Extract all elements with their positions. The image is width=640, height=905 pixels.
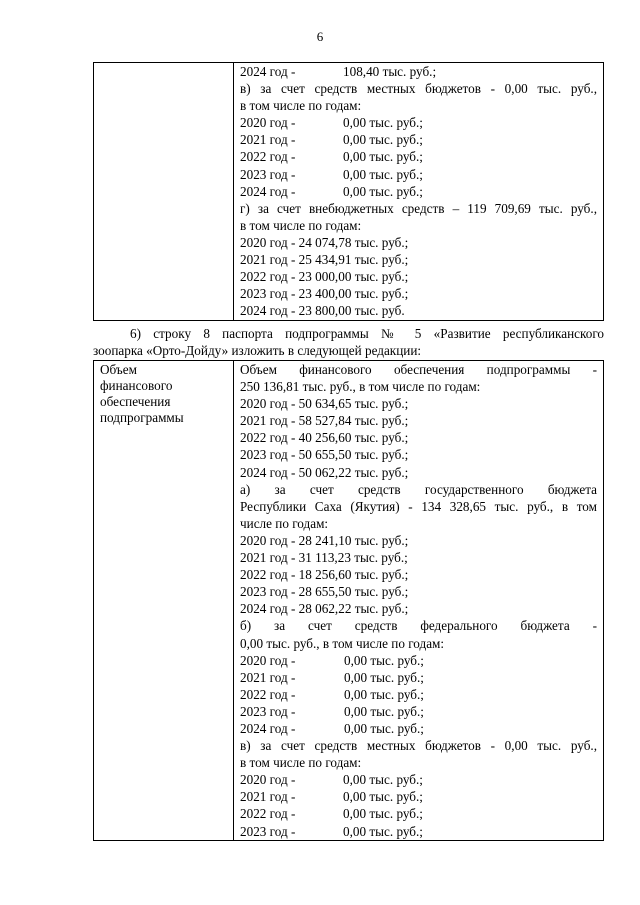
financing-line: 2023 год - 28 655,50 тыс. руб.;: [240, 584, 409, 600]
financing-line: Республики Саха (Якутия) - 134 328,65 тыс. руб., в том: [240, 498, 597, 514]
year-label: 2022 год -: [240, 149, 296, 165]
year-label: 2024 год -: [240, 183, 296, 199]
financing-line: 250 136,81 тыс. руб., в том числе по годам:: [240, 379, 481, 395]
financing-line: 2023 год - 23 400,00 тыс. руб.;: [240, 286, 409, 302]
amendment-paragraph: [93, 325, 604, 359]
financing-line: в) за счет средств местных бюджетов - 0,00 тыс. руб.,: [240, 81, 597, 97]
year-label: 2024 год -: [240, 720, 296, 736]
financing-line: Объем финансового обеспечения подпрограммы -: [240, 362, 597, 377]
financing-line: 2021 год - 58 527,84 тыс. руб.;: [240, 413, 409, 429]
paragraph-line: зоопарка «Орто-Дойду» изложить в следующей редакции:: [93, 343, 422, 359]
financing-lines: [240, 63, 597, 319]
year-label: 2023 год -: [240, 166, 296, 182]
financing-line: 2024 год - 28 062,22 тыс. руб.;: [240, 601, 409, 617]
financing-line: б) за счет средств федерального бюджета -: [240, 618, 597, 634]
financing-line: [240, 63, 597, 80]
year-amount: 0,00 тыс. руб.;: [343, 132, 423, 148]
financing-lines: [240, 361, 597, 840]
year-amount: 108,40 тыс. руб.;: [343, 64, 437, 79]
year-label: 2022 год -: [240, 806, 296, 822]
financing-line: [240, 652, 597, 669]
financing-line: в том числе по годам:: [240, 98, 362, 114]
financing-line: [240, 669, 597, 686]
year-label: 2021 год -: [240, 789, 296, 805]
financing-line: 0,00 тыс. руб., в том числе по годам:: [240, 635, 445, 651]
empty-left-cell: [94, 63, 234, 321]
financing-details-cell: [234, 63, 604, 321]
financing-line: 2021 год - 31 113,23 тыс. руб.;: [240, 550, 408, 566]
financing-line: [240, 131, 597, 148]
year-label: 2020 год -: [240, 652, 296, 668]
financing-line: [240, 114, 597, 131]
year-label: 2023 год -: [240, 703, 296, 719]
subprogram-financing-table: [93, 360, 604, 841]
year-amount: 0,00 тыс. руб.;: [344, 686, 424, 702]
financing-details-cell: [234, 361, 604, 841]
financing-line: [240, 720, 597, 737]
year-label: 2024 год -: [240, 64, 296, 79]
financing-line: [240, 771, 597, 788]
label-line: подпрограммы: [100, 410, 184, 426]
financing-line: 2023 год - 50 655,50 тыс. руб.;: [240, 447, 409, 463]
year-amount: 0,00 тыс. руб.;: [343, 789, 423, 805]
financing-line: 2020 год - 28 241,10 тыс. руб.;: [240, 532, 409, 548]
financing-table-continued: [93, 62, 604, 321]
label-line: обеспечения: [100, 394, 171, 410]
year-label: 2021 год -: [240, 669, 296, 685]
year-label: 2022 год -: [240, 686, 296, 702]
financing-line: [240, 823, 597, 840]
financing-line: в) за счет средств местных бюджетов - 0,00 тыс. руб.,: [240, 738, 597, 754]
year-amount: 0,00 тыс. руб.;: [343, 149, 423, 165]
year-amount: 0,00 тыс. руб.;: [344, 703, 424, 719]
financing-line: 2021 год - 25 434,91 тыс. руб.;: [240, 252, 409, 268]
financing-line: в том числе по годам:: [240, 755, 362, 771]
financing-line: г) за счет внебюджетных средств – 119 709,69 тыс. руб.,: [240, 200, 597, 216]
year-amount: 0,00 тыс. руб.;: [343, 772, 423, 788]
financing-line: [240, 148, 597, 165]
financing-line: 2022 год - 40 256,60 тыс. руб.;: [240, 430, 409, 446]
year-amount: 0,00 тыс. руб.;: [344, 669, 424, 685]
financing-line: [240, 183, 597, 200]
year-label: 2020 год -: [240, 115, 296, 131]
page-number: 6: [316, 29, 324, 44]
year-amount: 0,00 тыс. руб.;: [343, 823, 423, 839]
financing-line: [240, 788, 597, 805]
table-row: [94, 63, 604, 321]
year-amount: 0,00 тыс. руб.;: [343, 806, 423, 822]
year-amount: 0,00 тыс. руб.;: [343, 166, 423, 182]
financing-line: в том числе по годам:: [240, 217, 362, 233]
year-label: 2021 год -: [240, 132, 296, 148]
financing-line: 2024 год - 23 800,00 тыс. руб.: [240, 303, 405, 319]
year-amount: 0,00 тыс. руб.;: [344, 652, 424, 668]
year-amount: 0,00 тыс. руб.;: [343, 115, 423, 131]
financing-line: [240, 686, 597, 703]
year-amount: 0,00 тыс. руб.;: [344, 720, 424, 736]
financing-line: числе по годам:: [240, 515, 329, 531]
year-amount: 0,00 тыс. руб.;: [343, 183, 423, 199]
table-row: [94, 361, 604, 841]
financing-label: [100, 362, 229, 426]
paragraph-line: 6) строку 8 паспорта подпрограммы № 5 «Развитие республиканского: [130, 326, 604, 341]
financing-line: 2022 год - 18 256,60 тыс. руб.;: [240, 567, 409, 583]
financing-line: [240, 703, 597, 720]
financing-label-cell: [94, 361, 234, 841]
financing-line: [240, 166, 597, 183]
label-line: Объем: [100, 362, 137, 377]
year-label: 2023 год -: [240, 823, 296, 839]
financing-line: 2020 год - 24 074,78 тыс. руб.;: [240, 234, 409, 250]
label-line: финансового: [100, 378, 173, 394]
financing-line: 2022 год - 23 000,00 тыс. руб.;: [240, 269, 409, 285]
year-label: 2020 год -: [240, 772, 296, 788]
financing-line: а) за счет средств государственного бюджета: [240, 481, 597, 497]
financing-line: 2020 год - 50 634,65 тыс. руб.;: [240, 396, 409, 412]
financing-line: [240, 805, 597, 822]
financing-line: 2024 год - 50 062,22 тыс. руб.;: [240, 464, 409, 480]
